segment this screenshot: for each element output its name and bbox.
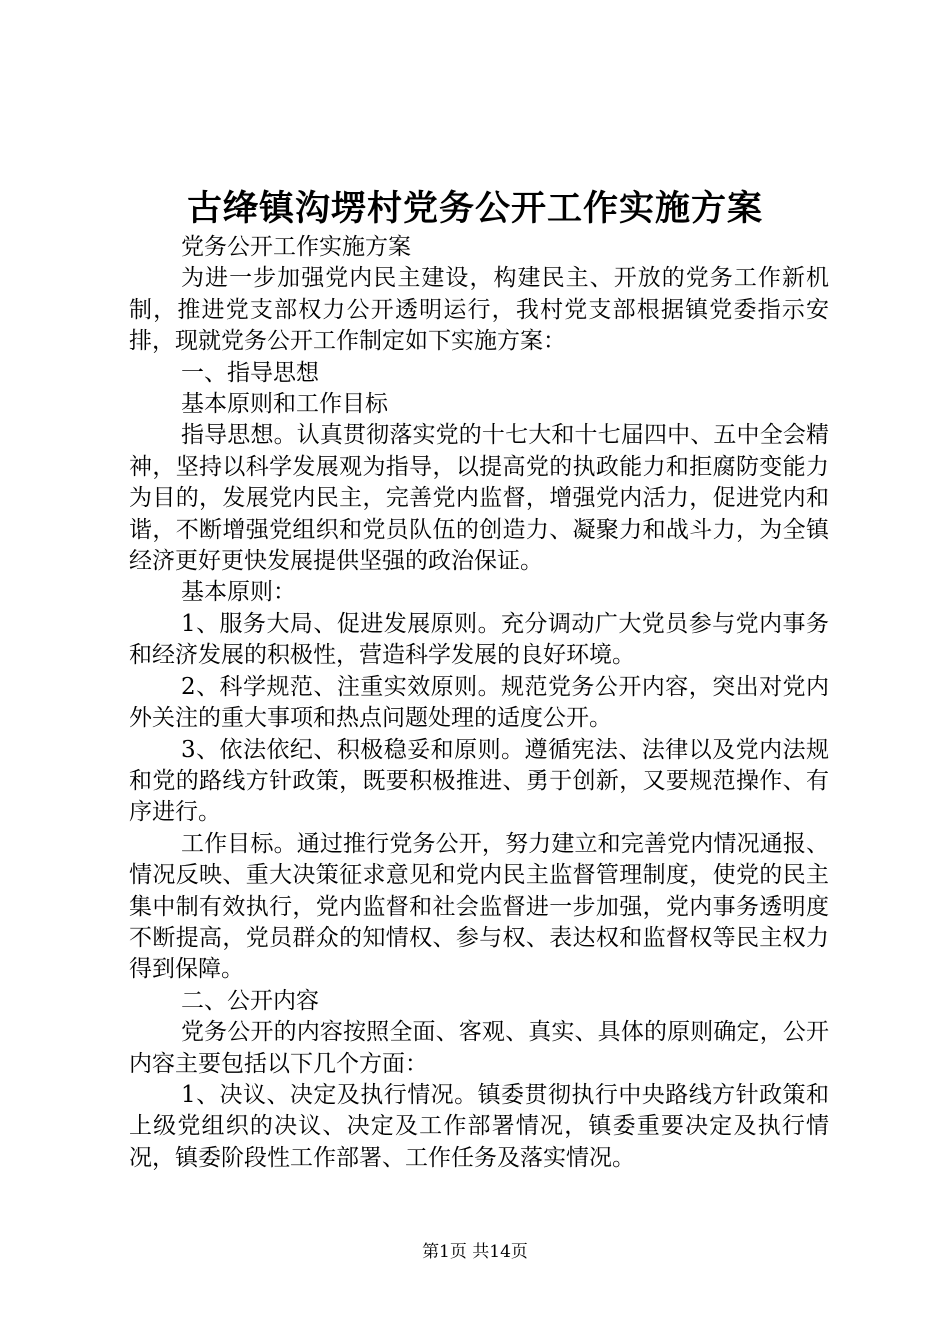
section-heading: 二、公开内容 [181,987,319,1014]
list-item: 3、依法依纪、积极稳妥和原则。遵循宪法、法律以及党内法规和党的路线方针政策，既要积极推进、勇于创新，又要规范操作、有序进行。 [129,736,829,826]
paragraph: 工作目标。通过推行党务公开，努力建立和完善党内情况通报、情况反映、重大决策征求意见和党内民主监督管理制度，使党的民主集中制有效执行，党内监督和社会监督进一步加强，党内事务透明度不断提高，党员群众的知情权、参与权、表达权和监督权等民主权力得到保障。 [129,830,829,983]
document-body [129,232,829,1174]
paragraph: 基本原则和工作目标 [181,391,388,418]
paragraph: 基本原则： [181,579,296,606]
paragraph: 党务公开的内容按照全面、客观、真实、具体的原则确定，公开内容主要包括以下几个方面： [129,1019,829,1077]
document-title: 古绛镇沟塄村党务公开工作实施方案 [186,188,763,229]
list-item: 1、服务大局、促进发展原则。充分调动广大党员参与党内事务和经济发展的积极性，营造科学发展的良好环境。 [129,610,829,669]
paragraph: 指导思想。认真贯彻落实党的十七大和十七届四中、五中全会精神，坚持以科学发展观为指导，以提高党的执政能力和拒腐防变能力为目的，发展党内民主，完善党内监督，增强党内活力，促进党内和谐，不断增强党组织和党员队伍的创造力、凝聚力和战斗力，为全镇经济更好更快发展提供坚强的政治保证。 [129,422,829,575]
list-item: 2、科学规范、注重实效原则。规范党务公开内容，突出对党内外关注的重大事项和热点问题处理的适度公开。 [129,673,829,732]
list-item: 1、决议、决定及执行情况。镇委贯彻执行中央路线方针政策和上级党组织的决议、决定及工作部署情况，镇委重要决定及执行情况，镇委阶段性工作部署、工作任务及落实情况。 [129,1081,829,1171]
paragraph: 党务公开工作实施方案 [181,234,411,260]
section-heading: 一、指导思想 [181,359,319,386]
page-number-footer: 第1页 共14页 [422,1242,528,1262]
paragraph: 为进一步加强党内民主建设，构建民主、开放的党务工作新机制，推进党支部权力公开透明运行，我村党支部根据镇党委指示安排，现就党务公开工作制定如下实施方案： [129,265,829,355]
